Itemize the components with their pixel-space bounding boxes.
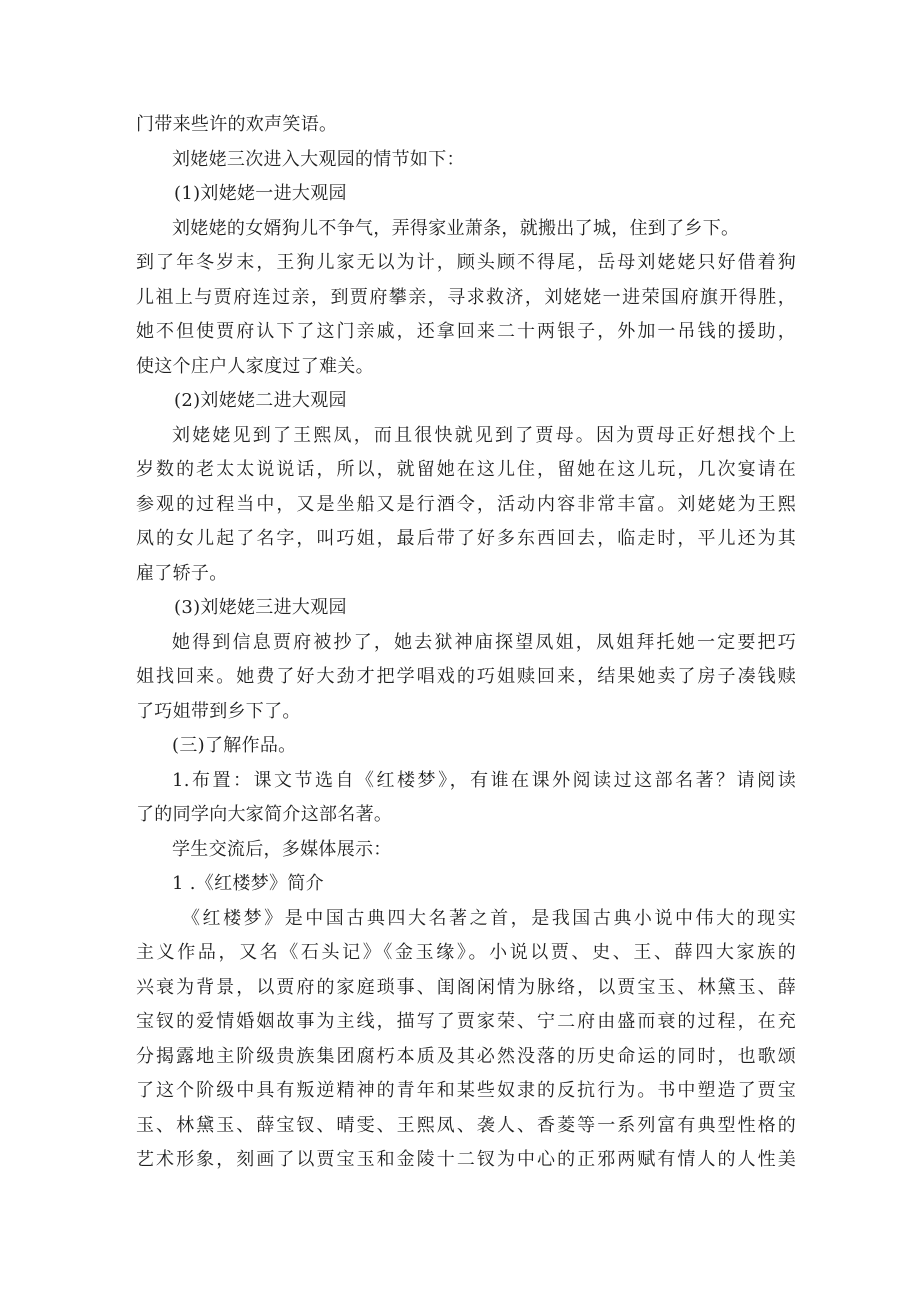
text-line: 她得到信息贾府被抄了，她去狱神庙探望凤姐，凤姐拜托她一定要把巧 [172,631,796,653]
text-line: 雇了轿子。 [136,562,228,584]
text-line: 了的同学向大家简介这部名著。 [136,804,393,825]
list-heading: (3)刘姥姥三进大观园 [174,597,347,618]
text-line: 刘姥姥见到了王熙凤，而且很快就见到了贾母。因为贾母正好想找个上 [172,424,796,446]
text-line: 刘姥姥三次进入大观园的情节如下： [172,148,465,170]
text-line: 分揭露地主阶级贵族集团腐朽本质及其必然没落的历史命运的同时，也歌颂 [136,1045,796,1067]
text-line: 宝钗的爱情婚姻故事为主线，描写了贾家荣、宁二府由盛而衰的过程，在充 [136,1011,796,1032]
text-line: 使这个庄户人家度过了难关。 [136,355,374,377]
text-line: 1.布置：课文节选自《红楼梦》，有谁在课外阅读过这部名著？请阅读 [172,769,796,791]
text-line: 到了年冬岁末，王狗儿家无以为计，顾头顾不得尾，岳母刘姥姥只好借着狗 [136,252,796,273]
text-line: 兴衰为背景，以贾府的家庭琐事、闺阁闲情为脉络，以贾宝玉、林黛玉、薛 [136,976,796,998]
text-line: 姐找回来。她费了好大劲才把学唱戏的巧姐赎回来，结果她卖了房子凑钱赎 [136,666,796,687]
text-line: 凤的女儿起了名字，叫巧姐，最后带了好多东西回去，临走时，平儿还为其 [136,528,796,549]
section-heading: (三)了解作品。 [172,735,297,756]
text-line: 她不但使贾府认下了这门亲戚，还拿回来二十两银子，外加一吊钱的援助， [136,321,796,342]
text-line: 刘姥姥的女婿狗儿不争气，弄得家业萧条，就搬出了城，住到了乡下。 [172,217,740,239]
text-line: 儿祖上与贾府连过亲，到贾府攀亲，寻求救济，刘姥姥一进荣国府旗开得胜， [136,286,796,308]
list-heading: (1)刘姥姥一进大观园 [174,183,347,204]
text-line: 了这个阶级中具有叛逆精神的青年和某些奴隶的反抗行为。书中塑造了贾宝 [136,1080,796,1101]
text-line: 艺术形象，刻画了以贾宝玉和金陵十二钗为中心的正邪两赋有情人的人性美 [136,1149,796,1170]
subsection-heading: 1 .《红楼梦》简介 [172,873,324,894]
text-line: 门带来些许的欢声笑语。 [136,114,338,135]
text-line: 主义作品，又名《石头记》《金玉缘》。小说以贾、史、王、薛四大家族的 [136,942,796,963]
text-line: 参观的过程当中，又是坐船又是行酒令，活动内容非常丰富。刘姥姥为王熙 [136,493,796,515]
text-line: 岁数的老太太说说话，所以，就留她在这儿住，留她在这儿玩，几次宴请在 [136,459,796,480]
text-line: 学生交流后，多媒体展示： [172,838,392,860]
text-line: 《红楼梦》是中国古典四大名著之首，是我国古典小说中伟大的现实 [182,907,796,929]
text-line: 了巧姐带到乡下了。 [136,700,301,722]
document-body [136,108,796,1178]
text-line: 玉、林黛玉、薛宝钗、晴雯、王熙凤、袭人、香菱等一系列富有典型性格的 [136,1114,796,1136]
list-heading: (2)刘姥姥二进大观园 [174,390,347,411]
